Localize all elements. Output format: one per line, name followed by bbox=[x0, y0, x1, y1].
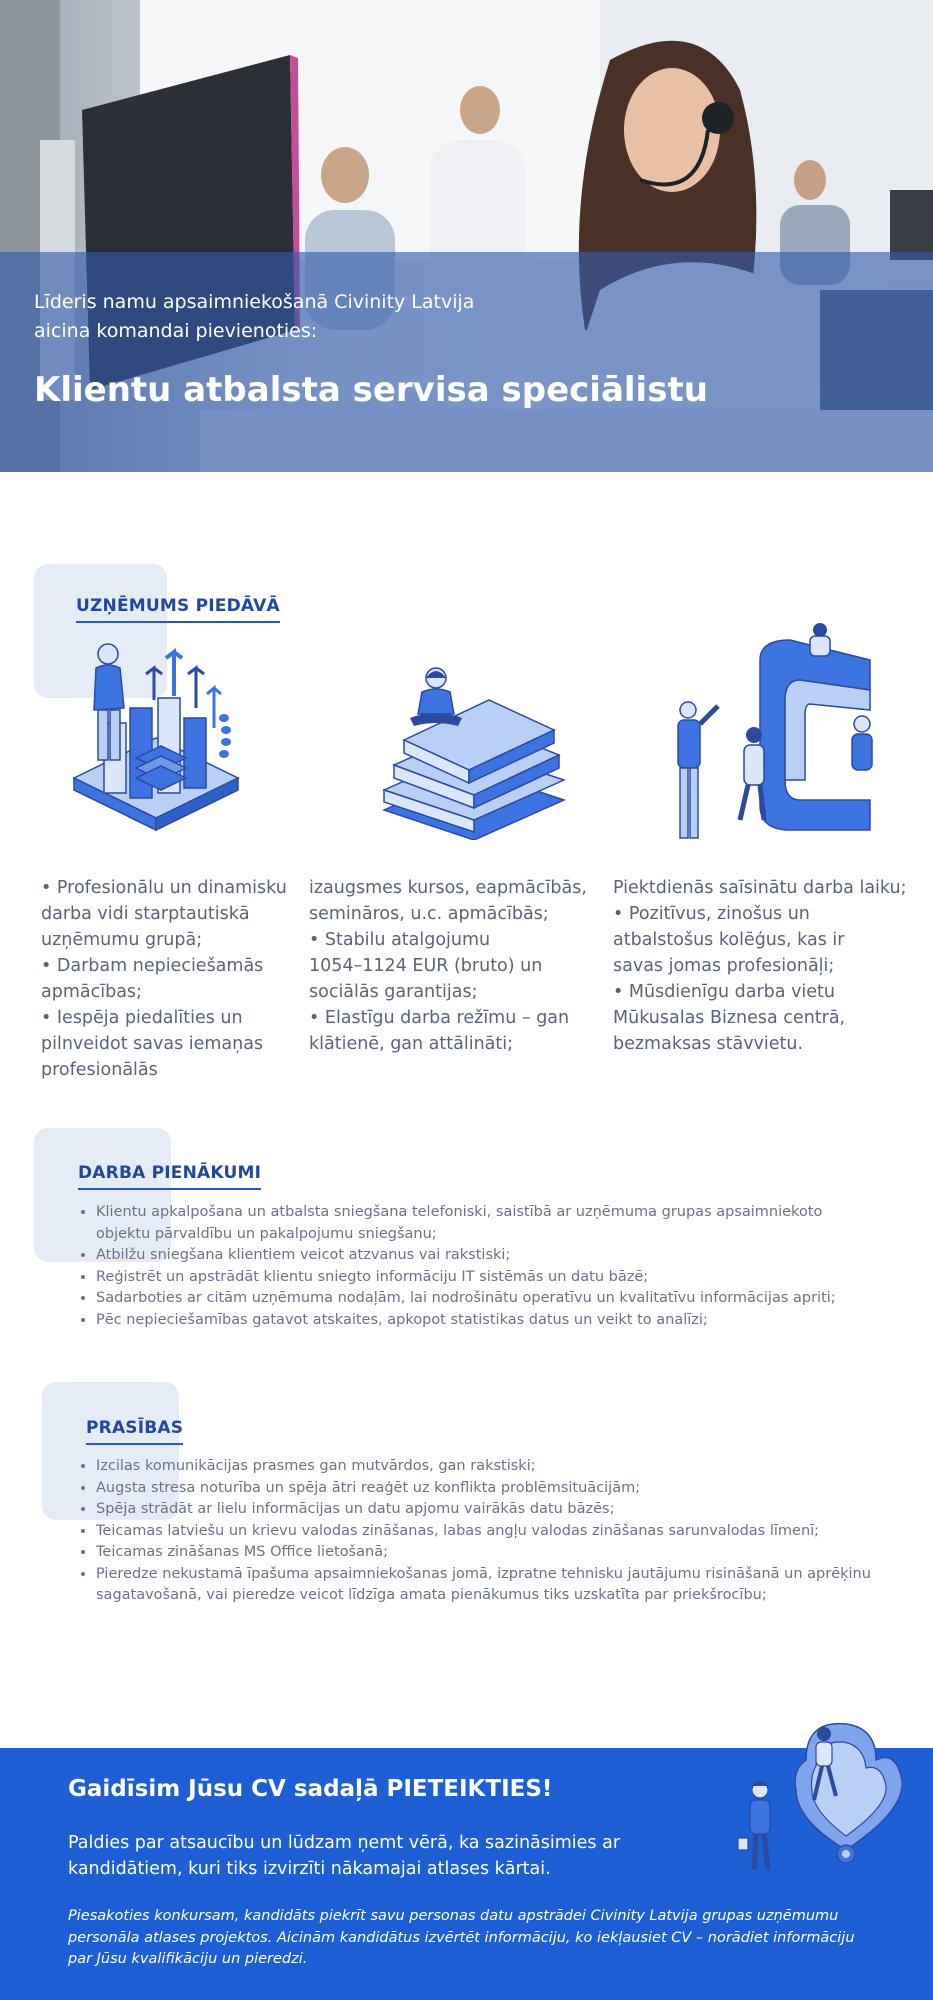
requirements-heading-underline bbox=[86, 1443, 183, 1445]
offer-col1-line: • Iespēja piedalīties un bbox=[41, 1008, 243, 1028]
hero-intro bbox=[34, 288, 504, 346]
list-item: • Klientu apkalpošana un atbalsta sniegšana telefoniski, saistībā ar uzņēmuma grupas apsaimniekoto objektu pārvaldību un pakalpojumu sniegšanu; bbox=[96, 1202, 866, 1245]
offer-col3-line: Piektdienās saīsinātu darba laiku; bbox=[613, 878, 907, 898]
growth-chart-illustration bbox=[66, 638, 246, 838]
offer-col2-line: klātienē, gan attālināti; bbox=[309, 1034, 514, 1054]
requirements-list bbox=[76, 1456, 876, 1607]
hero-banner bbox=[0, 0, 933, 472]
offer-column-1 bbox=[41, 875, 287, 1083]
offer-col2-line: • Stabilu atalgojumu bbox=[309, 930, 491, 950]
footer-text: Paldies par atsaucību un lūdzam ņemt vērā, ka sazināsimies ar kandidātiem, kuri tiks izvirzīti nākamajai atlases kārtai. bbox=[68, 1833, 621, 1879]
offer-col3-line: atbalstošus kolēģus, kas ir bbox=[613, 930, 845, 950]
duties-heading bbox=[78, 1163, 261, 1190]
offer-col3-line: Mūkusalas Biznesa centrā, bbox=[613, 1008, 846, 1028]
offer-col3-line: savas jomas profesionāļi; bbox=[613, 956, 835, 976]
duties-heading-underline bbox=[78, 1188, 261, 1190]
offer-col2-line: 1054–1124 EUR (bruto) un bbox=[309, 956, 543, 976]
footer-note: Piesakoties konkursam, kandidāts piekrīt savu personas datu apstrādei Civinity Latvija grupas uzņēmumu personāla atlases projektos. Aicinām kandidātus izvērtēt informāciju, ko iekļausiet CV – norādiet informāciju par Jūsu kvalifikāciju un pieredzi. bbox=[68, 1908, 855, 1967]
hero-intro-line1: Līderis namu apsaimniekošanā Civinity Latvija bbox=[34, 291, 475, 313]
list-item: • Sadarboties ar citām uzņēmuma nodaļām, lai nodrošinātu operatīvu un kvalitatīvu informācijas apriti; bbox=[96, 1288, 866, 1310]
offer-heading-text: UZŅĒMUMS PIEDĀVĀ bbox=[76, 596, 280, 616]
offer-col3-line: • Pozitīvus, zinošus un bbox=[613, 904, 810, 924]
offer-col1-line: pilnveidot savas iemaņas bbox=[41, 1034, 264, 1054]
duties-list bbox=[76, 1202, 866, 1331]
hero-overlay-band bbox=[0, 252, 933, 472]
footer-cta bbox=[0, 1748, 933, 2000]
requirements-heading-text: PRASĪBAS bbox=[86, 1418, 184, 1438]
offer-col1-line: apmācības; bbox=[41, 982, 142, 1002]
offer-col2-line: izaugsmes kursos, eapmācībās, bbox=[309, 878, 587, 898]
requirements-heading bbox=[86, 1418, 183, 1445]
offer-column-2 bbox=[309, 875, 587, 1057]
offer-col2-line: semināros, u.c. apmācībās; bbox=[309, 904, 549, 924]
offer-col1-line: uzņēmumu grupā; bbox=[41, 930, 203, 950]
footer-title: Gaidīsim Jūsu CV sadaļā PIETEIKTIES! bbox=[68, 1776, 553, 1802]
list-item: • Teicamas latviešu un krievu valodas zināšanas, labas angļu valodas zināšanas sarunvalodas līmenī; bbox=[96, 1521, 876, 1543]
list-item: • Pēc nepieciešamības gatavot atskaites, apkopot statistikas datus un veikt to analīzi; bbox=[96, 1310, 866, 1332]
list-item: • Teicamas zināšanas MS Office lietošanā; bbox=[96, 1542, 876, 1564]
list-item: • Pieredze nekustamā īpašuma apsaimniekošanas jomā, izpratne tehnisku jautājumu risināšanā un aprēķinu sagatavošanā, vai pieredze veicot līdzīga amata pienākumus tiks uzskatīta par priekšrocību; bbox=[96, 1564, 876, 1607]
offer-col3-line: • Mūsdienīgu darba vietu bbox=[613, 982, 836, 1002]
offer-column-3 bbox=[613, 875, 907, 1057]
books-reading-illustration bbox=[374, 660, 574, 840]
offer-col3-line: bezmaksas stāvvietu. bbox=[613, 1034, 804, 1054]
list-item: • Reģistrēt un apstrādāt klientu sniegto informāciju IT sistēmās un datu bāzē; bbox=[96, 1267, 866, 1289]
offer-heading bbox=[76, 596, 280, 623]
offer-col2-line: • Elastīgu darba režīmu – gan bbox=[309, 1008, 570, 1028]
heart-team-illustration bbox=[726, 1720, 906, 1888]
hero-intro-line2: aicina komandai pievienoties: bbox=[34, 320, 318, 342]
list-item: • Augsta stresa noturība un spēja ātri reaģēt uz konflikta problēmsituācijām; bbox=[96, 1478, 876, 1500]
job-title: Klientu atbalsta servisa speciālistu bbox=[34, 370, 708, 410]
list-item: • Izcilas komunikācijas prasmes gan mutvārdos, gan rakstiski; bbox=[96, 1456, 876, 1478]
offer-col1-line: darba vidi starptautiskā bbox=[41, 904, 250, 924]
list-item: • Atbilžu sniegšana klientiem veicot atzvanus vai rakstiski; bbox=[96, 1245, 866, 1267]
offer-col2-line: sociālās garantijas; bbox=[309, 982, 478, 1002]
offer-heading-underline bbox=[76, 621, 280, 623]
offer-col1-line: • Profesionālu un dinamisku bbox=[41, 878, 287, 898]
offer-col1-line: • Darbam nepieciešamās bbox=[41, 956, 264, 976]
duties-heading-text: DARBA PIENĀKUMI bbox=[78, 1163, 262, 1183]
list-item: • Spēja strādāt ar lielu informācijas un datu apjomu vairākās datu bāzēs; bbox=[96, 1499, 876, 1521]
offer-col1-line: profesionālās bbox=[41, 1060, 158, 1080]
team-building-illustration bbox=[660, 620, 880, 865]
